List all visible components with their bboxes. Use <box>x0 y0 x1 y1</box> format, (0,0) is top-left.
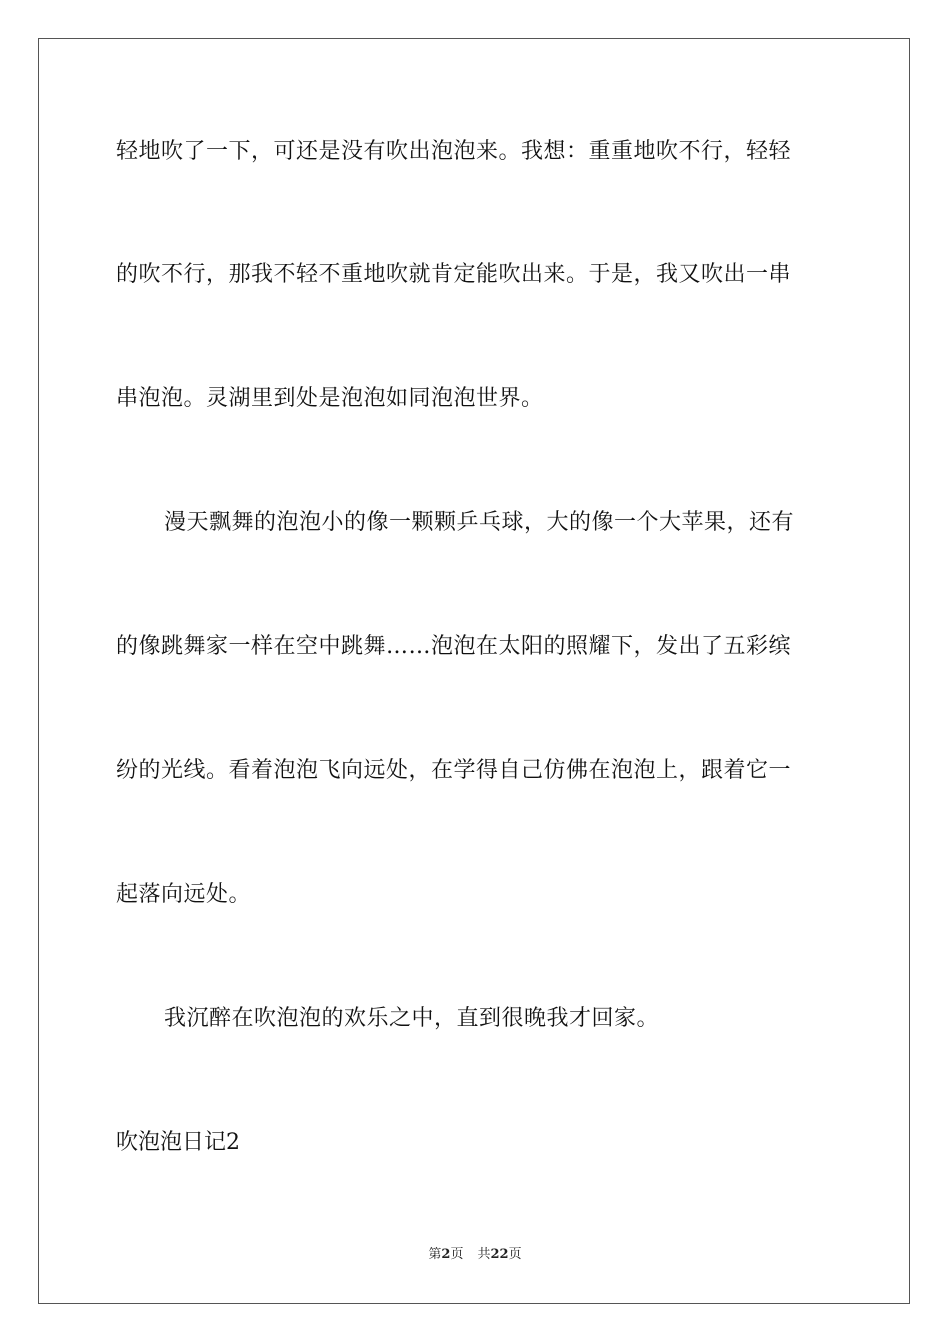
body-line-5: 的像跳舞家一样在空中跳舞……泡泡在太阳的照耀下，发出了五彩缤 <box>116 634 792 659</box>
footer-total-unit: 页 <box>508 1247 522 1262</box>
body-line-6: 纷的光线。看着泡泡飞向远处，在学得自己仿佛在泡泡上，跟着它一 <box>116 758 792 783</box>
page-frame <box>38 38 910 1304</box>
body-line-4: 漫天飘舞的泡泡小的像一颗颗乒乓球，大的像一个大苹果，还有 <box>164 510 795 535</box>
body-line-2: 的吹不行，那我不轻不重地吹就肯定能吹出来。于是，我又吹出一串 <box>116 262 792 287</box>
footer-total-pages: 22 <box>490 1247 509 1262</box>
body-line-1: 轻地吹了一下，可还是没有吹出泡泡来。我想：重重地吹不行，轻轻 <box>116 139 792 164</box>
footer-page-unit: 页 <box>450 1247 464 1262</box>
footer-page-prefix: 第 <box>428 1247 442 1262</box>
section-heading: 吹泡泡日记2 <box>116 1130 240 1155</box>
body-line-7: 起落向远处。 <box>116 882 252 907</box>
body-line-8: 我沉醉在吹泡泡的欢乐之中，直到很晚我才回家。 <box>164 1006 660 1031</box>
body-line-3: 串泡泡。灵湖里到处是泡泡如同泡泡世界。 <box>116 386 544 411</box>
page-footer <box>0 1246 950 1264</box>
footer-total-prefix: 共 <box>477 1247 491 1262</box>
footer-page-number: 2 <box>441 1247 451 1262</box>
